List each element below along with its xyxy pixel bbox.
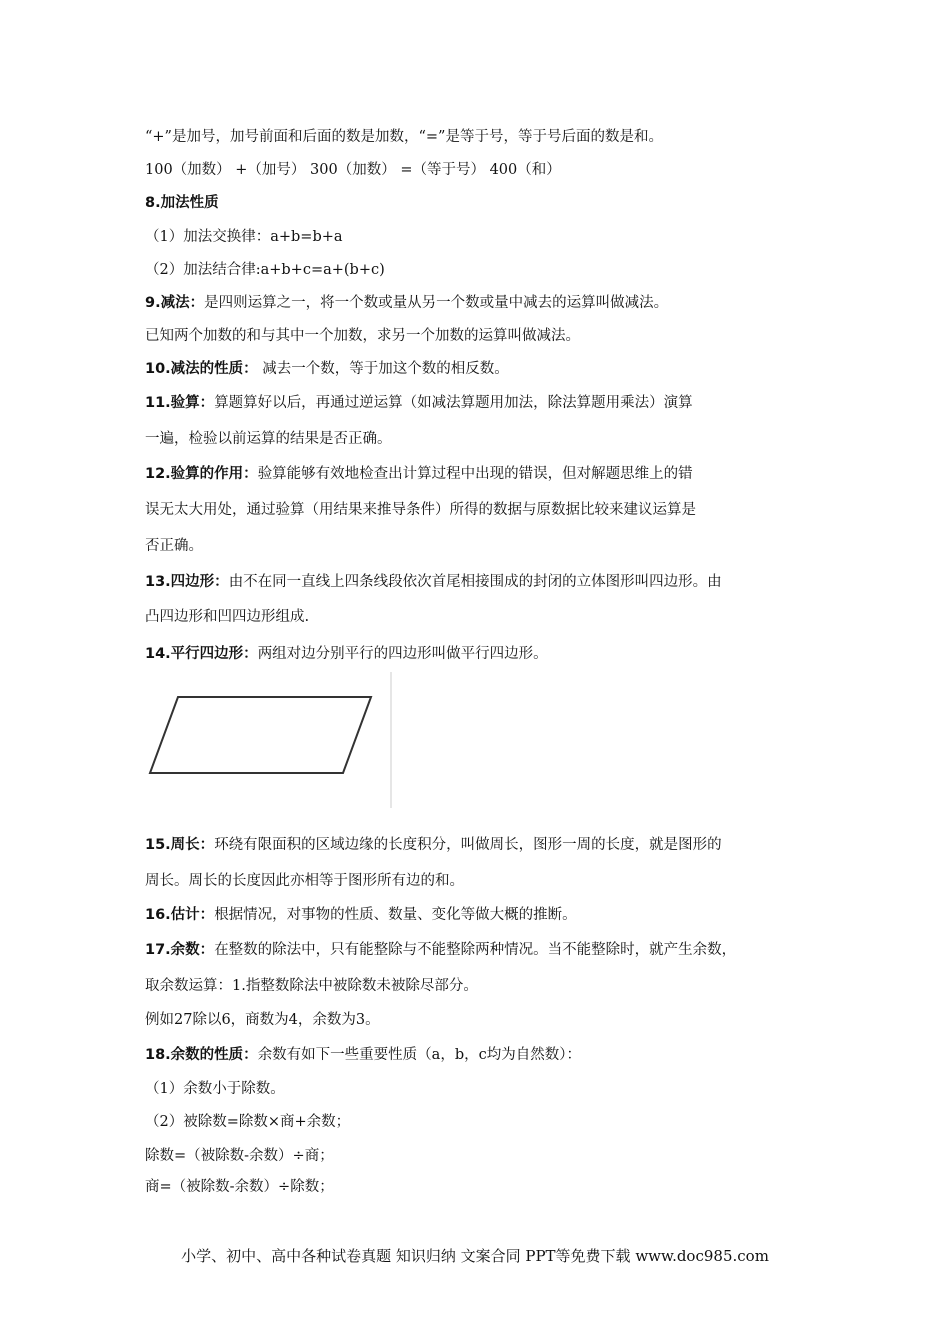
text-line <box>145 644 548 664</box>
section-heading: 16.估计： <box>145 907 215 923</box>
text-line <box>145 1045 581 1065</box>
line-text: 周长。周长的长度因此亦相等于图形所有边的和。 <box>145 873 464 889</box>
text-line <box>145 193 219 213</box>
section-heading: 17.余数： <box>145 942 215 958</box>
section-heading: 8.加法性质 <box>145 195 219 211</box>
text-line <box>145 1112 350 1132</box>
text-line <box>145 293 668 313</box>
line-text: 环绕有限面积的区域边缘的长度积分，叫做周长，图形一周的长度，就是图形的 <box>214 837 722 853</box>
line-text: （2）加法结合律:a+b+c=a+(b+c) <box>145 262 385 278</box>
text-line <box>145 835 722 855</box>
line-text: 根据情况，对事物的性质、数量、变化等做大概的推断。 <box>214 907 577 923</box>
line-text: （1）余数小于除数。 <box>145 1081 285 1097</box>
line-text: 已知两个加数的和与其中一个加数，求另一个加数的运算叫做减法。 <box>145 328 580 344</box>
text-line <box>145 871 464 891</box>
line-text: 两组对边分别平行的四边形叫做平行四边形。 <box>257 646 548 662</box>
text-line <box>145 1177 334 1197</box>
line-text: 取余数运算：1.指整数除法中被除数未被除尽部分。 <box>145 978 478 994</box>
text-line <box>145 940 736 960</box>
text-line <box>145 326 580 346</box>
line-text: 凸四边形和凹四边形组成. <box>145 609 310 625</box>
text-line <box>145 905 577 925</box>
line-text: 除数=（被除数-余数）÷商； <box>145 1148 334 1164</box>
section-heading: 14.平行四边形： <box>145 646 258 662</box>
line-text: 算题算好以后，再通过逆运算（如减法算题用加法，除法算题用乘法）演算 <box>214 395 693 411</box>
text-line <box>145 1010 380 1030</box>
line-text: 一遍，检验以前运算的结果是否正确。 <box>145 431 392 447</box>
text-line <box>145 429 392 449</box>
line-text: 例如27除以6，商数为4，余数为3。 <box>145 1012 380 1028</box>
text-line <box>145 127 663 147</box>
text-line <box>145 1146 334 1166</box>
line-text: （2）被除数=除数×商+余数； <box>145 1114 351 1130</box>
section-heading: 10.减法的性质： <box>145 361 258 377</box>
line-text: 验算能够有效地检查出计算过程中出现的错误，但对解题思维上的错 <box>257 466 693 482</box>
line-text: 误无太大用处，通过验算（用结果来推导条件）所得的数据与原数据比较来建议运算是 <box>145 502 696 518</box>
line-text: 商=（被除数-余数）÷除数； <box>145 1179 334 1195</box>
line-text: 余数有如下一些重要性质（a，b，c均为自然数）： <box>257 1047 581 1063</box>
section-heading: 13.四边形： <box>145 574 229 590</box>
text-line <box>145 976 478 996</box>
line-text: 是四则运算之一，将一个数或量从另一个数或量中减去的运算叫做减法。 <box>204 295 669 311</box>
text-line <box>145 393 693 413</box>
line-text: （1）加法交换律：a+b=b+a <box>145 229 343 245</box>
line-text: 否正确。 <box>145 538 203 554</box>
text-line <box>145 536 203 556</box>
text-line <box>145 359 509 379</box>
section-heading: 9.减法： <box>145 295 205 311</box>
line-text: “+”是加号，加号前面和后面的数是加数，“=”是等于号，等于号后面的数是和。 <box>145 129 663 145</box>
text-line <box>145 227 343 247</box>
parallelogram-shape <box>150 697 371 773</box>
text-line <box>145 464 693 484</box>
text-line <box>145 607 309 627</box>
section-heading: 12.验算的作用： <box>145 466 258 482</box>
line-text: 减去一个数，等于加这个数的相反数。 <box>257 361 509 377</box>
text-line <box>145 572 722 592</box>
parallelogram-figure <box>140 665 400 815</box>
section-heading: 15.周长： <box>145 837 215 853</box>
text-line <box>145 160 561 180</box>
footer-text: 小学、初中、高中各种试卷真题 知识归纳 文案合同 PPT等免费下载 www.doc985.com <box>181 1247 769 1265</box>
line-text: 100（加数） +（加号） 300（加数） =（等于号） 400（和） <box>145 162 561 178</box>
text-line <box>145 260 385 280</box>
line-text: 在整数的除法中，只有能整除与不能整除两种情况。当不能整除时，就产生余数， <box>214 942 737 958</box>
section-heading: 18.余数的性质： <box>145 1047 258 1063</box>
text-line <box>145 1079 285 1099</box>
section-heading: 11.验算： <box>145 395 215 411</box>
line-text: 由不在同一直线上四条线段依次首尾相接围成的封闭的立体图形叫四边形。由 <box>228 574 722 590</box>
text-line <box>145 500 696 520</box>
